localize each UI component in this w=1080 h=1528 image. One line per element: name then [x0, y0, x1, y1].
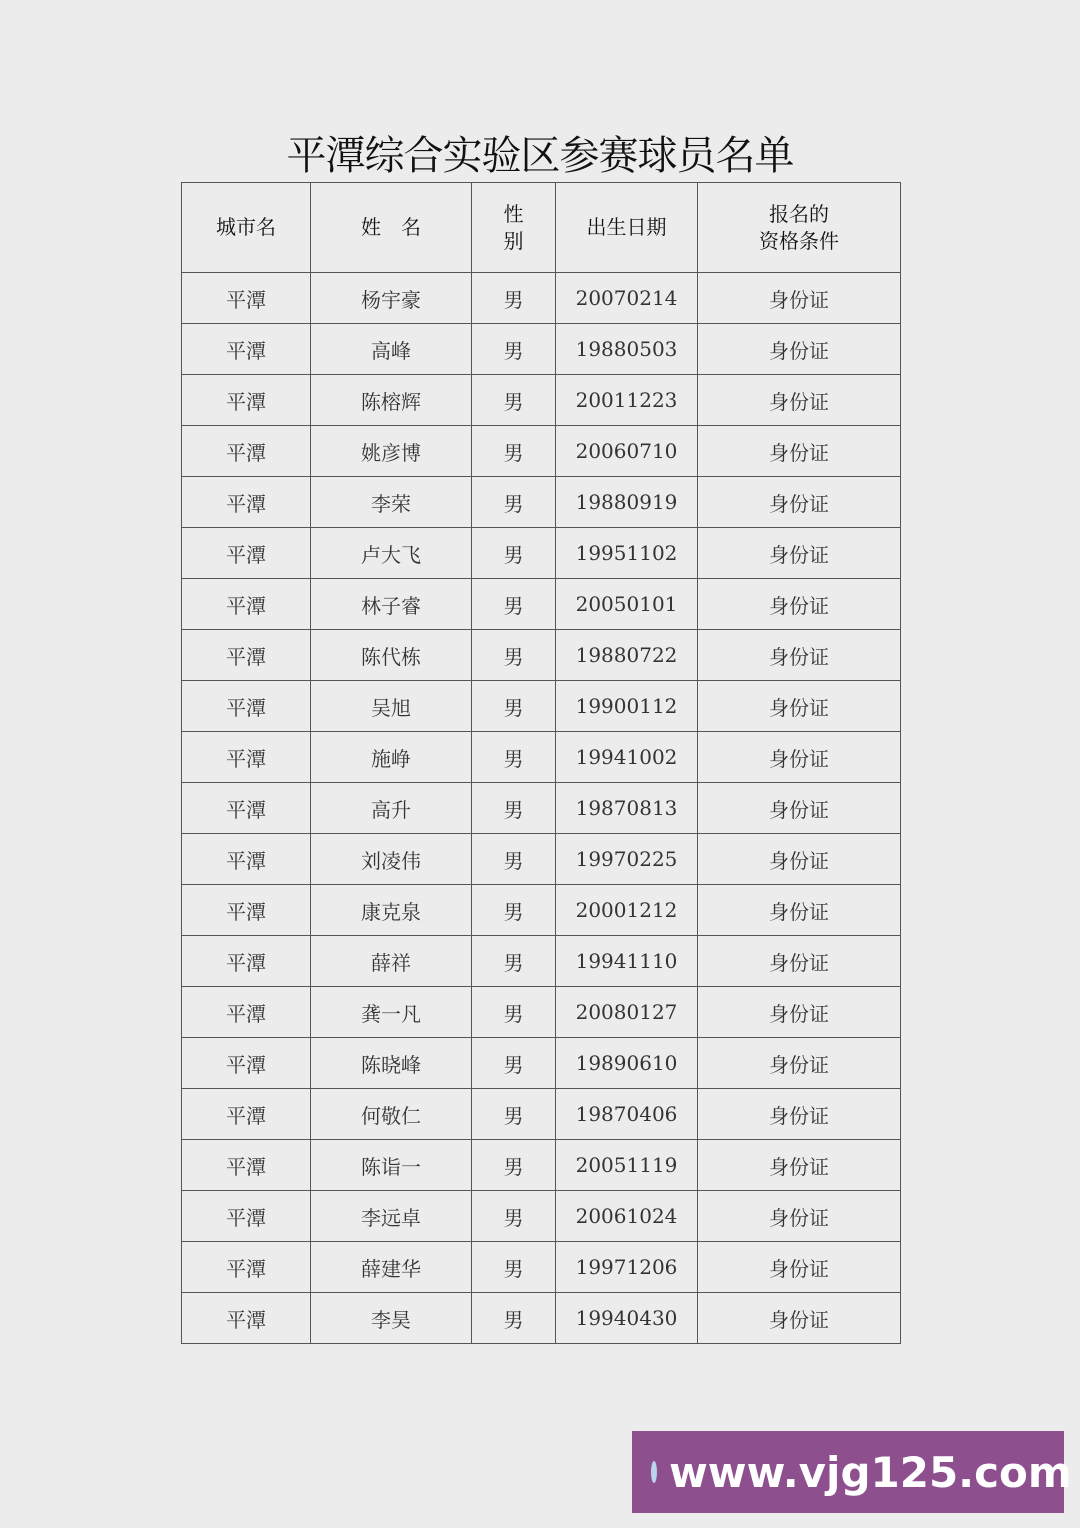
cell-city: 平潭 [182, 1038, 311, 1089]
cell-name: 杨宇豪 [311, 273, 472, 324]
table-row [182, 477, 901, 528]
cell-city: 平潭 [182, 1089, 311, 1140]
table-row [182, 885, 901, 936]
table-header-row [182, 183, 901, 273]
cell-name: 陈榕辉 [311, 375, 472, 426]
cell-gender: 男 [472, 375, 556, 426]
cell-name: 林子睿 [311, 579, 472, 630]
orange-dot-icon [651, 1461, 657, 1483]
cell-gender: 男 [472, 579, 556, 630]
cell-city: 平潭 [182, 1191, 311, 1242]
cell-birth-date: 20080127 [556, 987, 698, 1038]
cell-name: 施峥 [311, 732, 472, 783]
cell-qualification: 身份证 [698, 1191, 901, 1242]
cell-birth-date: 20070214 [556, 273, 698, 324]
table-row [182, 324, 901, 375]
table-row [182, 1242, 901, 1293]
table-row [182, 1140, 901, 1191]
cell-city: 平潭 [182, 375, 311, 426]
cell-qualification: 身份证 [698, 426, 901, 477]
cell-qualification: 身份证 [698, 1293, 901, 1344]
cell-qualification: 身份证 [698, 1242, 901, 1293]
cell-gender: 男 [472, 732, 556, 783]
table-row [182, 375, 901, 426]
cell-qualification: 身份证 [698, 528, 901, 579]
cell-qualification: 身份证 [698, 1140, 901, 1191]
cell-gender: 男 [472, 1038, 556, 1089]
cell-name: 李远卓 [311, 1191, 472, 1242]
cell-birth-date: 19951102 [556, 528, 698, 579]
table-row [182, 681, 901, 732]
table-row [182, 528, 901, 579]
table-row [182, 1191, 901, 1242]
cell-city: 平潭 [182, 834, 311, 885]
cell-name: 何敬仁 [311, 1089, 472, 1140]
cell-qualification: 身份证 [698, 324, 901, 375]
player-roster-table [181, 182, 901, 1344]
cell-city: 平潭 [182, 324, 311, 375]
cell-gender: 男 [472, 1293, 556, 1344]
table-row [182, 1293, 901, 1344]
cell-qualification: 身份证 [698, 1038, 901, 1089]
column-header-birth-date: 出生日期 [556, 183, 698, 273]
cell-city: 平潭 [182, 528, 311, 579]
cell-birth-date: 19890610 [556, 1038, 698, 1089]
cell-city: 平潭 [182, 273, 311, 324]
cell-name: 李荣 [311, 477, 472, 528]
cell-gender: 男 [472, 1140, 556, 1191]
table-body [182, 273, 901, 1344]
cell-gender: 男 [472, 477, 556, 528]
cell-city: 平潭 [182, 1140, 311, 1191]
cell-qualification: 身份证 [698, 477, 901, 528]
cell-birth-date: 19880919 [556, 477, 698, 528]
column-header-qualification: 报名的 资格条件 [698, 183, 901, 273]
cell-qualification: 身份证 [698, 681, 901, 732]
cell-city: 平潭 [182, 1242, 311, 1293]
cell-city: 平潭 [182, 987, 311, 1038]
table-row [182, 732, 901, 783]
cell-gender: 男 [472, 987, 556, 1038]
cell-gender: 男 [472, 936, 556, 987]
column-header-city: 城市名 [182, 183, 311, 273]
cell-city: 平潭 [182, 579, 311, 630]
cell-birth-date: 20001212 [556, 885, 698, 936]
cell-name: 吴旭 [311, 681, 472, 732]
cell-birth-date: 20051119 [556, 1140, 698, 1191]
cell-birth-date: 19880722 [556, 630, 698, 681]
cell-name: 陈诣一 [311, 1140, 472, 1191]
cell-gender: 男 [472, 1242, 556, 1293]
cell-city: 平潭 [182, 477, 311, 528]
cell-qualification: 身份证 [698, 579, 901, 630]
cell-name: 高升 [311, 783, 472, 834]
cell-qualification: 身份证 [698, 375, 901, 426]
cell-qualification: 身份证 [698, 1089, 901, 1140]
cell-birth-date: 19970225 [556, 834, 698, 885]
cell-gender: 男 [472, 426, 556, 477]
cell-birth-date: 19941110 [556, 936, 698, 987]
cell-name: 刘凌伟 [311, 834, 472, 885]
cell-name: 龚一凡 [311, 987, 472, 1038]
cell-birth-date: 20050101 [556, 579, 698, 630]
table-row [182, 273, 901, 324]
cell-gender: 男 [472, 681, 556, 732]
column-header-gender: 性 别 [472, 183, 556, 273]
cell-city: 平潭 [182, 732, 311, 783]
cell-qualification: 身份证 [698, 987, 901, 1038]
cell-name: 高峰 [311, 324, 472, 375]
cell-birth-date: 19900112 [556, 681, 698, 732]
cell-qualification: 身份证 [698, 783, 901, 834]
cell-city: 平潭 [182, 681, 311, 732]
cell-name: 薛建华 [311, 1242, 472, 1293]
cell-birth-date: 19870813 [556, 783, 698, 834]
cell-city: 平潭 [182, 1293, 311, 1344]
cell-gender: 男 [472, 630, 556, 681]
cell-qualification: 身份证 [698, 273, 901, 324]
cell-qualification: 身份证 [698, 885, 901, 936]
cell-city: 平潭 [182, 630, 311, 681]
cell-city: 平潭 [182, 936, 311, 987]
cell-gender: 男 [472, 834, 556, 885]
column-header-name: 姓 名 [311, 183, 472, 273]
cell-name: 薛祥 [311, 936, 472, 987]
cell-qualification: 身份证 [698, 732, 901, 783]
table-row [182, 936, 901, 987]
cell-name: 康克泉 [311, 885, 472, 936]
table-row [182, 834, 901, 885]
cell-qualification: 身份证 [698, 936, 901, 987]
cell-gender: 男 [472, 783, 556, 834]
cell-birth-date: 20011223 [556, 375, 698, 426]
table-row [182, 1038, 901, 1089]
cell-birth-date: 19971206 [556, 1242, 698, 1293]
cell-gender: 男 [472, 528, 556, 579]
watermark-banner [632, 1431, 1072, 1513]
cell-qualification: 身份证 [698, 834, 901, 885]
cell-name: 陈晓峰 [311, 1038, 472, 1089]
table-row [182, 630, 901, 681]
cell-birth-date: 20061024 [556, 1191, 698, 1242]
cell-city: 平潭 [182, 426, 311, 477]
cell-birth-date: 19870406 [556, 1089, 698, 1140]
table-row [182, 579, 901, 630]
cell-name: 李昊 [311, 1293, 472, 1344]
cell-gender: 男 [472, 1089, 556, 1140]
watermark-text: www.vjg125.com [669, 1447, 1072, 1497]
table-row [182, 783, 901, 834]
cell-gender: 男 [472, 885, 556, 936]
cell-birth-date: 20060710 [556, 426, 698, 477]
cell-gender: 男 [472, 273, 556, 324]
cell-gender: 男 [472, 1191, 556, 1242]
cell-name: 姚彦博 [311, 426, 472, 477]
table-row [182, 1089, 901, 1140]
cell-city: 平潭 [182, 885, 311, 936]
cell-name: 卢大飞 [311, 528, 472, 579]
cell-birth-date: 19941002 [556, 732, 698, 783]
cell-gender: 男 [472, 324, 556, 375]
cell-birth-date: 19880503 [556, 324, 698, 375]
cell-birth-date: 19940430 [556, 1293, 698, 1344]
cell-city: 平潭 [182, 783, 311, 834]
table-row [182, 426, 901, 477]
cell-name: 陈代栋 [311, 630, 472, 681]
document-title: 平潭综合实验区参赛球员名单 [286, 133, 794, 179]
cell-qualification: 身份证 [698, 630, 901, 681]
table-row [182, 987, 901, 1038]
